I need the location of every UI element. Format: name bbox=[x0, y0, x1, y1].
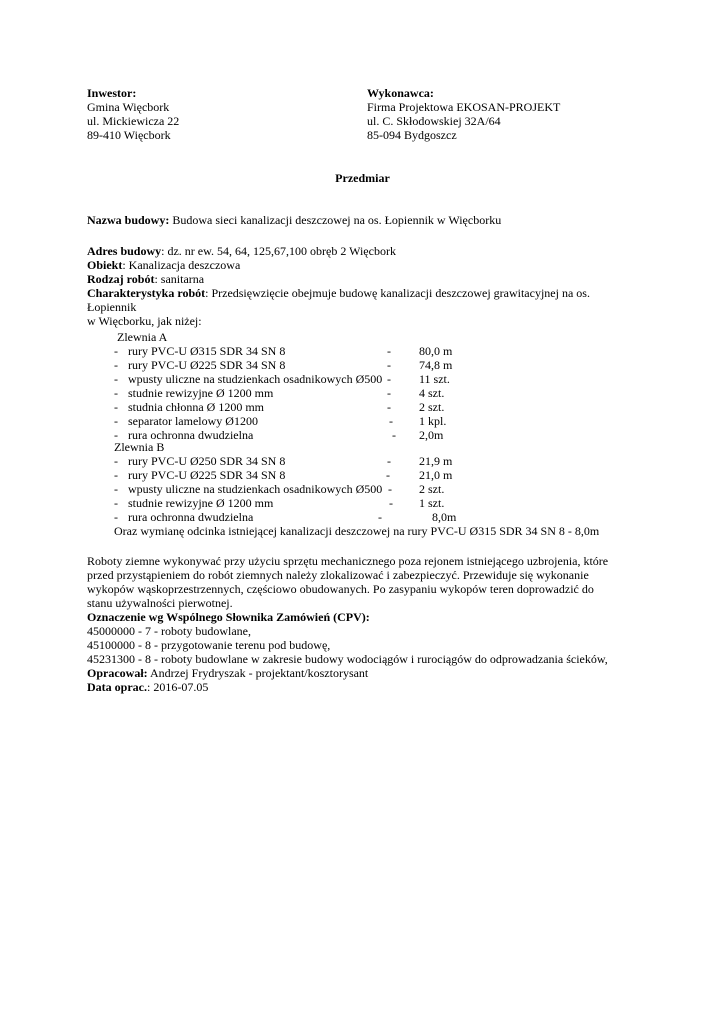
date-label: Data oprac. bbox=[87, 680, 147, 694]
item-desc: rury PVC-U Ø225 SDR 34 SN 8 bbox=[128, 358, 286, 372]
item-desc: studnia chłonna Ø 1200 mm bbox=[128, 400, 264, 414]
item-sep: - bbox=[387, 454, 391, 468]
author-value: Andrzej Frydryszak - projektant/kosztorysant bbox=[147, 666, 369, 680]
bullet-dash: - bbox=[114, 400, 118, 414]
list-item bbox=[0, 454, 725, 468]
field-value: : Kanalizacja deszczowa bbox=[122, 258, 241, 272]
zlewnia-a-list bbox=[0, 344, 725, 442]
field-label: Obiekt bbox=[87, 258, 123, 272]
author-label: Opracował: bbox=[87, 666, 148, 680]
cpv-line: 45100000 - 8 - przygotowanie terenu pod budowę, bbox=[87, 638, 331, 652]
item-desc: wpusty uliczne na studzienkach osadnikowych Ø500 bbox=[128, 482, 383, 496]
cpv-line: 45000000 - 7 - roboty budowlane, bbox=[87, 624, 251, 638]
contractor-line: ul. C. Skłodowskiej 32A/64 bbox=[367, 114, 501, 128]
item-sep: - bbox=[388, 482, 392, 496]
item-qty: 2 szt. bbox=[419, 482, 445, 496]
investor-line: Gmina Więcbork bbox=[87, 100, 170, 114]
date-value: : 2016-07.05 bbox=[147, 680, 209, 694]
field-value: Budowa sieci kanalizacji deszczowej na os. Łopiennik w Więcborku bbox=[169, 213, 502, 227]
investor-line: ul. Mickiewicza 22 bbox=[87, 114, 180, 128]
field-value: : sanitarna bbox=[154, 272, 205, 286]
bullet-dash: - bbox=[114, 468, 118, 482]
item-sep: - bbox=[387, 358, 391, 372]
item-qty: 21,0 m bbox=[419, 468, 453, 482]
item-qty: 8,0m bbox=[432, 510, 457, 524]
item-desc: studnie rewizyjne Ø 1200 mm bbox=[128, 496, 274, 510]
bullet-dash: - bbox=[114, 344, 118, 358]
item-desc: wpusty uliczne na studzienkach osadnikowych Ø500 bbox=[128, 372, 383, 386]
list-item bbox=[0, 386, 725, 400]
field-label: Rodzaj robót bbox=[87, 272, 155, 286]
bullet-dash: - bbox=[114, 386, 118, 400]
cpv-label: Oznaczenie wg Wspólnego Słownika Zamówień (CPV): bbox=[87, 610, 370, 624]
bullet-dash: - bbox=[114, 428, 118, 442]
bullet-dash: - bbox=[114, 510, 118, 524]
oraz-line: Oraz wymianę odcinka istniejącej kanalizacji deszczowej na rury PVC-U Ø315 SDR 34 SN 8 - 8,0m bbox=[114, 524, 600, 538]
item-qty: 1 kpl. bbox=[419, 414, 447, 428]
item-qty: 74,8 m bbox=[419, 358, 453, 372]
zlewnia-b-label: Zlewnia B bbox=[114, 440, 165, 454]
item-sep: - bbox=[387, 372, 391, 386]
zlewnia-b-list bbox=[0, 454, 725, 524]
item-desc: separator lamelowy Ø1200 bbox=[128, 414, 258, 428]
bullet-dash: - bbox=[114, 454, 118, 468]
list-item bbox=[0, 414, 725, 428]
zlewnia-a-label: Zlewnia A bbox=[117, 330, 168, 344]
item-qty: 2,0m bbox=[419, 428, 444, 442]
list-item bbox=[0, 428, 725, 442]
bullet-dash: - bbox=[114, 496, 118, 510]
list-item bbox=[0, 358, 725, 372]
field-value: : Przedsięwzięcie obejmuje budowę kanalizacji deszczowej grawitacyjnej na os. Łopiennik bbox=[87, 286, 590, 314]
item-qty: 11 szt. bbox=[419, 372, 450, 386]
investor-block bbox=[87, 86, 179, 142]
item-sep: - bbox=[387, 400, 391, 414]
list-item bbox=[0, 510, 725, 524]
contractor-line: Firma Projektowa EKOSAN-PROJEKT bbox=[367, 100, 561, 114]
field-label: Nazwa budowy: bbox=[87, 213, 170, 227]
cpv-line: 45231300 - 8 - roboty budowlane w zakresie budowy wodociągów i rurociągów do odprowadzania ścieków, bbox=[87, 652, 608, 666]
item-sep: - bbox=[389, 414, 393, 428]
item-qty: 1 szt. bbox=[419, 496, 445, 510]
item-sep: - bbox=[386, 468, 390, 482]
contractor-block bbox=[367, 86, 560, 142]
list-item bbox=[0, 344, 725, 358]
item-desc: rura ochronna dwudzielna bbox=[128, 428, 254, 442]
item-sep: - bbox=[389, 496, 393, 510]
item-sep: - bbox=[378, 510, 382, 524]
investor-label: Inwestor: bbox=[87, 86, 137, 100]
list-item bbox=[0, 400, 725, 414]
item-desc: rury PVC-U Ø250 SDR 34 SN 8 bbox=[128, 454, 286, 468]
field-label: Charakterystyka robót bbox=[87, 286, 206, 300]
item-desc: rura ochronna dwudzielna bbox=[128, 510, 254, 524]
list-item bbox=[0, 496, 725, 510]
item-qty: 80,0 m bbox=[419, 344, 453, 358]
item-qty: 2 szt. bbox=[419, 400, 445, 414]
item-qty: 4 szt. bbox=[419, 386, 445, 400]
list-item bbox=[0, 468, 725, 482]
bullet-dash: - bbox=[114, 358, 118, 372]
item-desc: studnie rewizyjne Ø 1200 mm bbox=[128, 386, 274, 400]
fields-block bbox=[87, 244, 607, 328]
item-desc: rury PVC-U Ø225 SDR 34 SN 8 bbox=[128, 468, 286, 482]
field-label: Adres budowy bbox=[87, 244, 162, 258]
cpv-block bbox=[87, 610, 608, 694]
list-item bbox=[0, 482, 725, 496]
item-qty: 21,9 m bbox=[419, 454, 453, 468]
list-item bbox=[0, 372, 725, 386]
roboty-paragraph: Roboty ziemne wykonywać przy użyciu sprzętu mechanicznego poza rejonem istniejącego uzbrojenia, które przed przystąpieniem do robót ziemnych należy zlokalizować i zabezpieczyć. Przewiduje się wykonanie wykopów wąskoprzestrzennych, częściowo obudowanych. Po zasypaniu wykopów teren doprowadzić do stanu używalności pierwotnej. bbox=[87, 554, 609, 610]
investor-line: 89-410 Więcbork bbox=[87, 128, 171, 142]
item-sep: - bbox=[387, 386, 391, 400]
item-sep: - bbox=[392, 428, 396, 442]
item-desc: rury PVC-U Ø315 SDR 34 SN 8 bbox=[128, 344, 286, 358]
bullet-dash: - bbox=[114, 372, 118, 386]
field-nazwa bbox=[87, 213, 501, 227]
bullet-dash: - bbox=[114, 482, 118, 496]
item-sep: - bbox=[387, 344, 391, 358]
bullet-dash: - bbox=[114, 414, 118, 428]
field-value: : dz. nr ew. 54, 64, 125,67,100 obręb 2 Więcbork bbox=[161, 244, 396, 258]
contractor-label: Wykonawca: bbox=[367, 86, 434, 100]
contractor-line: 85-094 Bydgoszcz bbox=[367, 128, 457, 142]
document-title: Przedmiar bbox=[335, 171, 390, 185]
field-value-continued: w Więcborku, jak niżej: bbox=[87, 314, 202, 328]
